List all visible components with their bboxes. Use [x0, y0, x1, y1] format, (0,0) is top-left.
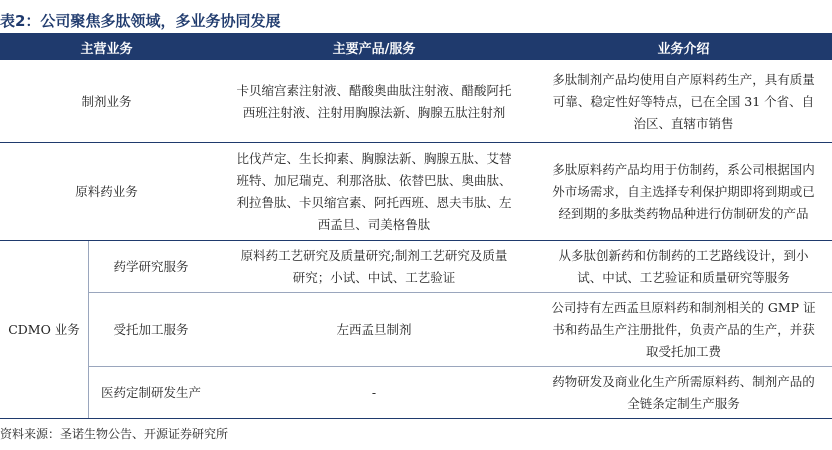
products-line: 班特、加尼瑞克、利那洛肽、依替巴肽、奥曲肽、 — [236, 172, 512, 188]
header-business: 主营业务 — [0, 35, 213, 60]
products-line: 卡贝缩宫素注射液、醋酸奥曲肽注射液、醋酸阿托 — [236, 82, 512, 98]
products-line: 左西孟旦制剂 — [336, 321, 412, 337]
products-line: 西班注射液、注射用胸腺法新、胸腺五肽注射剂 — [242, 104, 506, 120]
products-line: 西孟旦、司美格鲁肽 — [317, 216, 431, 232]
source-note: 资料来源：圣诺生物公告、开源证券研究所 — [0, 427, 229, 441]
products-line: 利拉鲁肽、卡贝缩宫素、阿托西班、恩夫韦肽、左 — [236, 194, 512, 210]
cdmo-intro-contract-manufacturing — [535, 293, 832, 366]
cdmo-service-pharma-research: 药学研究服务 — [113, 258, 189, 274]
intro-line: 经到期的多肽类药物品种进行仿制研发的产品 — [558, 205, 809, 221]
products-line: 比伐芦定、生长抑素、胸腺法新、胸腺五肽、艾替 — [236, 150, 512, 166]
intro-line: 取受托加工费 — [645, 343, 721, 359]
table-title: 表2：公司聚焦多肽领域，多业务协同发展 — [0, 12, 281, 30]
cdmo-service-custom-rd: 医药定制研发生产 — [100, 384, 201, 400]
products-line: 原料药工艺研究及质量研究;制剂工艺研究及质量 — [240, 247, 508, 263]
row-cdmo-business: CDMO 业务 — [8, 321, 80, 337]
row-formulation-business: 制剂业务 — [81, 93, 132, 109]
cdmo-products-contract-manufacturing — [213, 293, 535, 366]
cdmo-products-pharma-research — [213, 241, 535, 292]
cdmo-intro-custom-rd — [535, 367, 832, 418]
intro-line: 治区、直辖市销售 — [633, 115, 734, 131]
intro-line: 公司持有左西孟旦原料药和制剂相关的 GMP 证 — [551, 299, 816, 315]
intro-line: 从多肽创新药和仿制药的工艺路线设计，到小 — [558, 247, 809, 263]
row-api-business: 原料药业务 — [75, 183, 138, 199]
intro-line: 书和药品生产注册批件，负责产品的生产，并获 — [552, 321, 815, 337]
intro-line: 多肽原料药产品均用于仿制药，系公司根据国内 — [552, 161, 815, 177]
products-line: - — [371, 384, 377, 400]
cdmo-products-custom-rd — [213, 367, 535, 418]
row-formulation-intro — [535, 61, 832, 142]
table-bottom-rule — [0, 418, 832, 419]
cdmo-intro-pharma-research — [535, 241, 832, 292]
cdmo-service-contract-manufacturing: 受托加工服务 — [113, 321, 189, 337]
row-api-intro — [535, 143, 832, 240]
intro-line: 药物研发及商业化生产所需原料药、制剂产品的 — [552, 373, 815, 389]
row-formulation-products — [213, 61, 535, 142]
intro-line: 多肽制剂产品均使用自产原料药生产，具有质量 — [552, 71, 815, 87]
header-products: 主要产品/服务 — [213, 35, 535, 60]
row-api-products — [213, 143, 535, 240]
header-intro: 业务介绍 — [535, 35, 832, 60]
intro-line: 全链条定制生产服务 — [627, 395, 740, 411]
intro-line: 可靠、稳定性好等特点，已在全国 31 个省、自 — [552, 93, 815, 109]
products-line: 研究；小试、中试、工艺验证 — [292, 269, 456, 285]
intro-line: 外市场需求，自主选择专利保护期即将到期或已 — [552, 183, 815, 199]
intro-line: 试、中试、工艺验证和质量研究等服务 — [577, 269, 790, 285]
